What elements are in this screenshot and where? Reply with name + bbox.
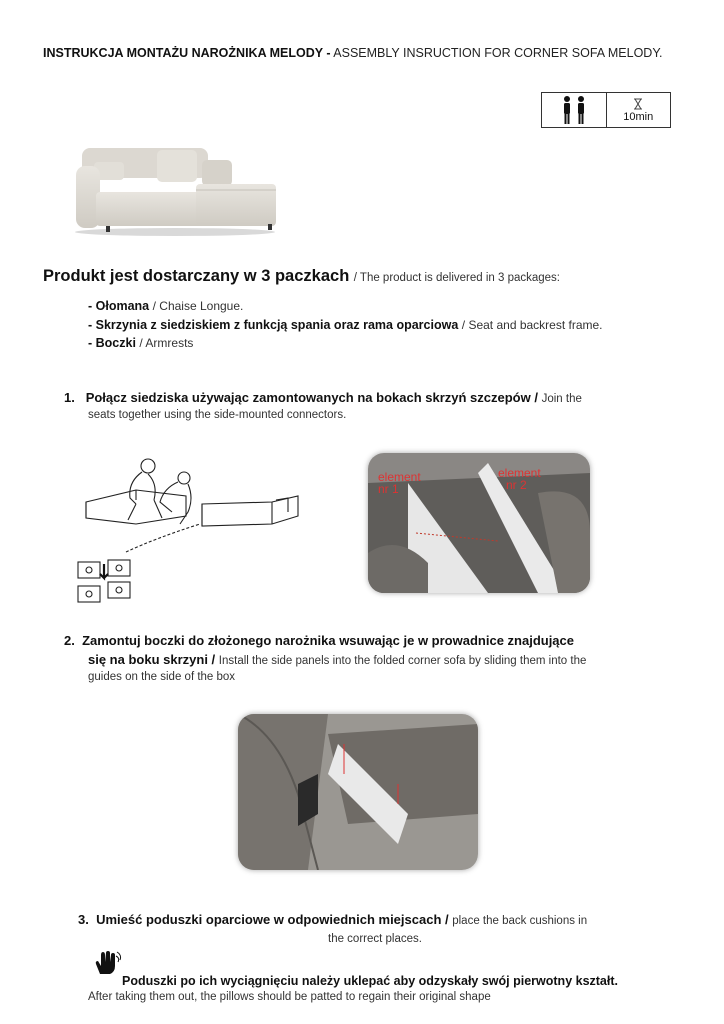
packages-heading bbox=[43, 267, 703, 286]
package-label-polish: - Ołomana bbox=[88, 299, 150, 313]
packages-heading-polish: Produkt jest dostarczany w 3 paczkach bbox=[43, 267, 350, 285]
step-text-english: place the back cushions in bbox=[452, 915, 588, 927]
package-label-english: / Armrests bbox=[139, 336, 194, 350]
step-text-polish: się na boku skrzyni / bbox=[88, 652, 216, 667]
step-text-english: Join the bbox=[541, 393, 582, 405]
info-box bbox=[541, 92, 671, 128]
package-item bbox=[88, 336, 193, 350]
note-polish bbox=[122, 974, 682, 988]
step-number: 1. bbox=[64, 390, 75, 405]
photo-label-element-1-number: nr 1 bbox=[378, 482, 399, 496]
photo-label-element-2-number: nr 2 bbox=[506, 478, 527, 492]
photo-label-element-1: element bbox=[378, 470, 421, 484]
two-people-icon bbox=[554, 95, 594, 125]
title-english: ASSEMBLY INSRUCTION FOR CORNER SOFA MELODY. bbox=[333, 46, 663, 60]
assembly-time: 10min bbox=[623, 110, 654, 123]
photo-label-element-2: element bbox=[498, 466, 541, 480]
step-text-english: seats together using the side-mounted connectors. bbox=[88, 409, 347, 421]
package-item bbox=[88, 299, 243, 313]
step-number: 3. bbox=[78, 912, 89, 927]
sofa-image bbox=[72, 140, 278, 236]
step-text-polish: Połącz siedziska używając zamontowanych na bokach skrzyń szczepów / bbox=[85, 390, 538, 405]
note-english: After taking them out, the pillows should be patted to regain their original shape bbox=[88, 991, 491, 1003]
step-text-english: Install the side panels into the folded corner sofa by sliding them into the bbox=[218, 655, 587, 667]
time-cell bbox=[606, 93, 671, 127]
packages-heading-english: / The product is delivered in 3 packages: bbox=[353, 272, 561, 284]
step-text-polish: Umieść poduszki oparciowe w odpowiednich miejscach / bbox=[96, 912, 449, 927]
step-3-continued bbox=[328, 929, 628, 948]
armrest-photo bbox=[238, 714, 478, 870]
step-number: 2. bbox=[64, 633, 75, 648]
step-text-english: guides on the side of the box bbox=[88, 671, 236, 683]
step-1-continued bbox=[88, 405, 688, 424]
package-label-polish: - Boczki bbox=[88, 336, 136, 350]
step-text-polish: Zamontuj boczki do złożonego narożnika wsuwając je w prowadnice znajdujące bbox=[82, 633, 574, 648]
step-2 bbox=[64, 632, 684, 649]
step-text-english: the correct places. bbox=[328, 933, 422, 945]
connectors-photo bbox=[368, 453, 590, 593]
package-item bbox=[88, 318, 603, 332]
people-cell bbox=[542, 93, 606, 127]
title-polish: INSTRUKCJA MONTAŻU NAROŻNIKA MELODY - bbox=[43, 46, 331, 60]
step-3 bbox=[78, 911, 698, 930]
package-label-polish: - Skrzynia z siedziskiem z funkcją spania oraz rama oparciowa bbox=[88, 318, 459, 332]
document-title bbox=[43, 45, 683, 61]
hourglass-icon bbox=[632, 98, 644, 110]
package-label-english: / Chaise Longue. bbox=[152, 299, 244, 313]
assembly-drawing bbox=[76, 452, 306, 612]
hand-pat-icon bbox=[92, 950, 122, 976]
note-text-polish: Poduszki po ich wyciągnięciu należy uklepać aby odzyskały swój pierwotny kształt. bbox=[122, 974, 618, 988]
package-label-english: / Seat and backrest frame. bbox=[461, 318, 603, 332]
step-2-continued bbox=[88, 667, 688, 686]
